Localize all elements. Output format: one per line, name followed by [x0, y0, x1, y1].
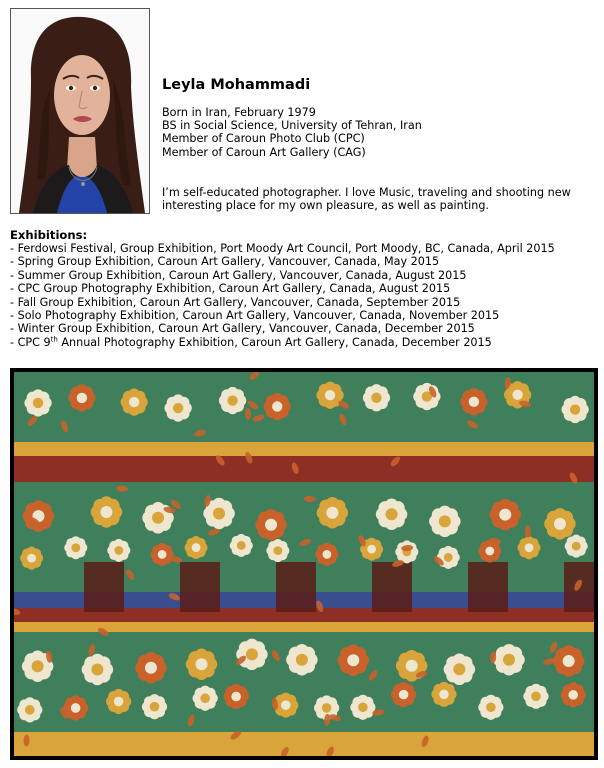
exhibition-item: - Fall Group Exhibition, Caroun Art Gallery, Vancouver, Canada, September 2015	[10, 295, 461, 309]
artist-bio	[162, 76, 592, 212]
exhibition-item: - CPC Group Photography Exhibition, Caroun Art Gallery, Canada, August 2015	[10, 282, 451, 296]
mosaic-illustration	[14, 372, 594, 756]
statement-line: I’m self-educated photographer. I love Music, traveling and shooting new	[162, 185, 571, 199]
exhibition-item-prefix: - CPC 9	[10, 335, 51, 349]
fact-line: Born in Iran, February 1979	[162, 106, 316, 119]
exhibition-item: - Ferdowsi Festival, Group Exhibition, Port Moody Art Council, Port Moody, BC, Canada, April 2015	[10, 242, 555, 255]
statement-line: interesting place for my own pleasure, as well as painting.	[162, 199, 489, 213]
fact-line: Member of Caroun Photo Club (CPC)	[162, 132, 365, 146]
temple-mosaic-photo	[10, 368, 598, 760]
artist-name: Leyla Mohammadi	[162, 77, 311, 93]
exhibition-item	[10, 336, 600, 349]
artist-facts	[162, 106, 592, 159]
exhibition-item: - Solo Photography Exhibition, Caroun Art Gallery, Vancouver, Canada, November 2015	[10, 309, 500, 323]
exhibition-item: - Summer Group Exhibition, Caroun Art Gallery, Vancouver, Canada, August 2015	[10, 268, 467, 282]
exhibitions-section	[10, 228, 600, 349]
exhibitions-list	[10, 242, 600, 349]
exhibitions-heading: Exhibitions:	[10, 228, 88, 242]
artist-statement	[162, 186, 592, 212]
artist-portrait-photo	[10, 8, 150, 214]
portrait-illustration	[11, 9, 149, 213]
exhibition-item: - Winter Group Exhibition, Caroun Art Gallery, Vancouver, Canada, December 2015	[10, 322, 475, 336]
fact-line: BS in Social Science, University of Tehran, Iran	[162, 119, 422, 133]
ordinal-suffix: th	[50, 335, 58, 344]
exhibition-item: - Spring Group Exhibition, Caroun Art Gallery, Vancouver, Canada, May 2015	[10, 255, 440, 269]
fact-line: Member of Caroun Art Gallery (CAG)	[162, 145, 366, 159]
exhibition-item-suffix: Annual Photography Exhibition, Caroun Art Gallery, Canada, December 2015	[57, 335, 492, 349]
